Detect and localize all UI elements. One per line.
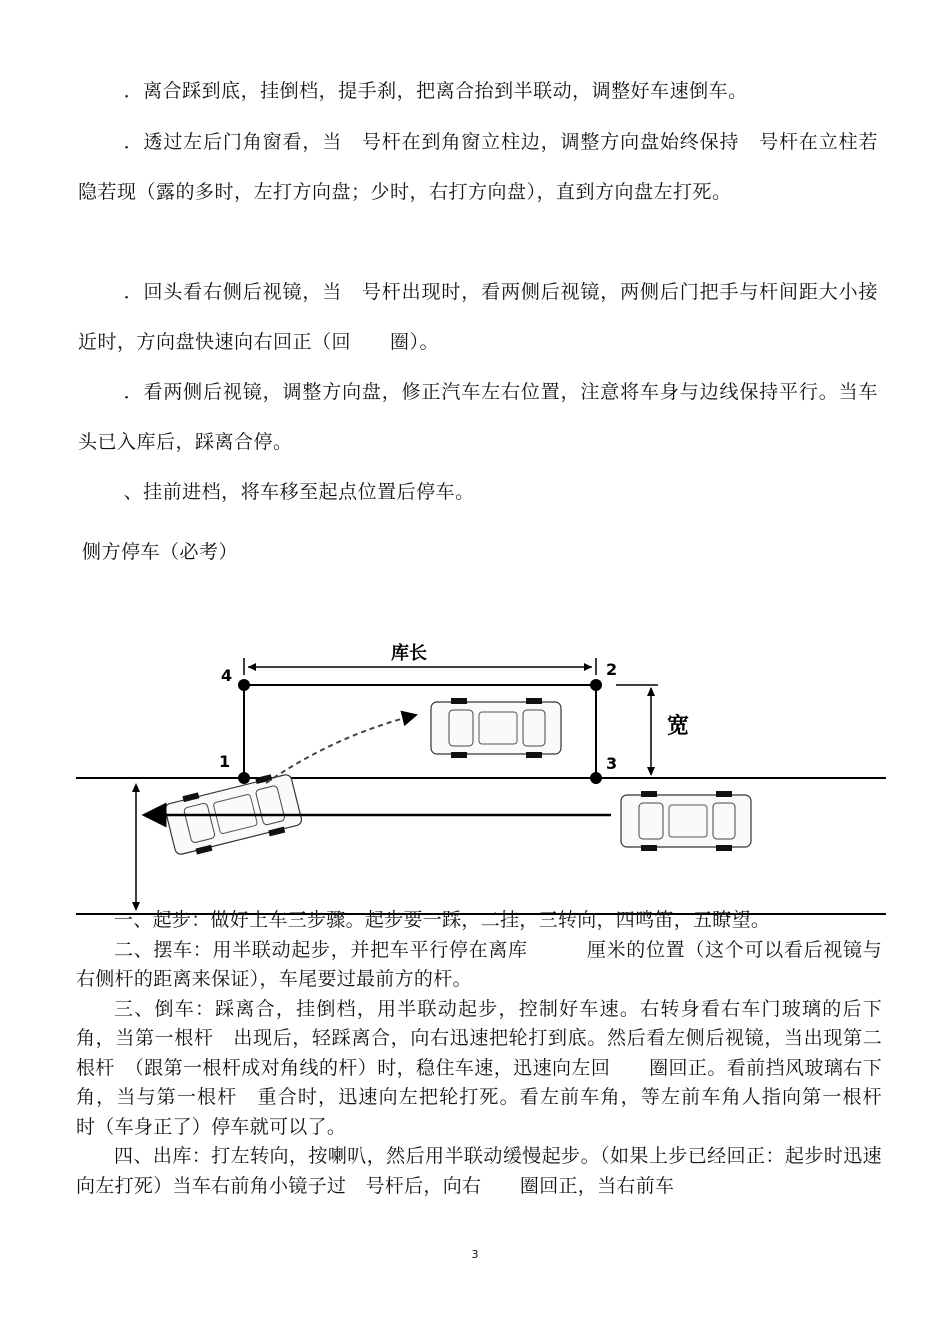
step-4: 四、出库：打左转向，按喇叭，然后用半联动缓慢起步。（如果上步已经回正：起步时迅速向左打死）当车右前角小镜子过 号杆后，向右 圈回正，当右前车 xyxy=(76,1145,882,1197)
steps-block xyxy=(76,906,902,1201)
instruction-paragraph-2: ．透过左后门角窗看，当 号杆在到角窗立柱边，调整方向盘始终保持 号杆在立柱若隐若现（露的多时，左打方向盘；少时，右打方向盘），直到方向盘左打死。 xyxy=(78,131,878,203)
step-1: 一、起步：做好上车三步骤。起步要一踩，二挂，三转向，四鸣笛，五瞭望。 xyxy=(114,909,771,931)
instruction-paragraph-5: 、挂前进档，将车移至起点位置后停车。 xyxy=(123,481,475,503)
car-start-position xyxy=(621,791,751,851)
step-2: 二、摆车：用半联动起步，并把车平行停在离库 厘米的位置（这个可以看后视镜与右侧杆的距离来保证），车尾要过最前方的杆。 xyxy=(76,938,882,990)
pole-label-4: 4 xyxy=(221,666,233,685)
pole-label-2: 2 xyxy=(606,660,618,679)
page-number: 3 xyxy=(471,1248,479,1261)
pole-1 xyxy=(238,772,250,784)
pole-label-1: 1 xyxy=(219,752,231,771)
pole-2 xyxy=(590,679,602,691)
width-label: 宽 xyxy=(666,714,690,739)
pole-label-3: 3 xyxy=(606,754,618,773)
instruction-paragraph-3: ．回头看右侧后视镜，当 号杆出现时，看两侧后视镜，两侧后门把手与杆间距大小接近时，方向盘快速向右回正（回 圈）。 xyxy=(78,281,878,353)
instruction-paragraph-1: ．离合踩到底，挂倒档，提手刹，把离合抬到半联动，调整好车速倒车。 xyxy=(123,80,748,102)
section-heading: 侧方停车（必考） xyxy=(82,541,239,563)
length-label: 库长 xyxy=(391,643,427,664)
car-parked-in-box xyxy=(431,698,561,758)
pole-3 xyxy=(590,772,602,784)
parking-diagram xyxy=(76,615,886,925)
step-3: 三、倒车：踩离合，挂倒档，用半联动起步，控制好车速。右转身看右车门玻璃的后下角，当第一根杆 出现后，轻踩离合，向右迅速把轮打到底。然后看左侧后视镜，当出现第二根杆 （跟第一根杆成对角线的杆）时，稳住车速，迅速向左回 圈回正。看前挡风玻璃右下角，当与第一根杆 重合时，迅速向左把轮打死。看左前车角，等左前车角人指向第一根杆 时（车身正了）停车就可以了。 xyxy=(76,997,902,1138)
pole-4 xyxy=(238,679,250,691)
instruction-paragraph-4: ．看两侧后视镜，调整方向盘，修正汽车左右位置，注意将车身与边线保持平行。当车头已入库后，踩离合停。 xyxy=(78,381,878,453)
